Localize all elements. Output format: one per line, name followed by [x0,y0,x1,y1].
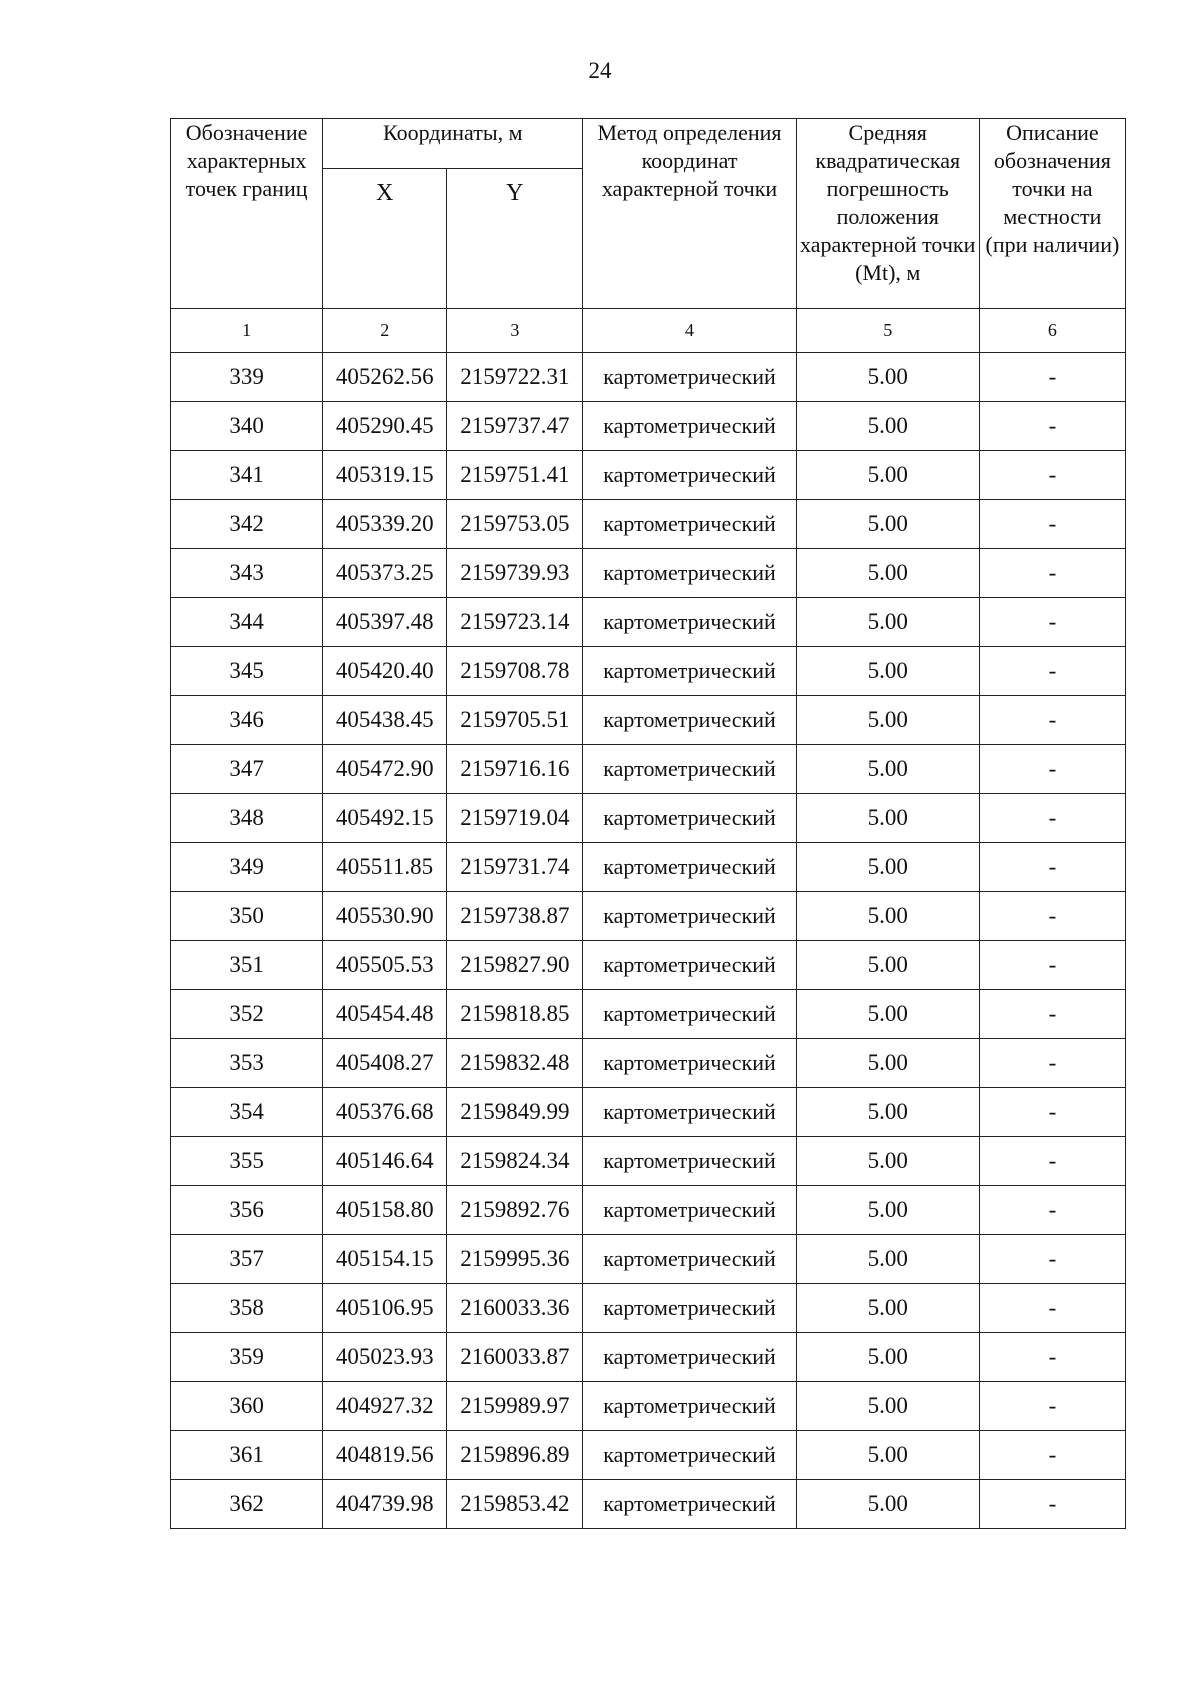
table-row [171,1431,1126,1480]
cell-y: 2159722.31 [447,353,583,402]
cell-y: 2159739.93 [447,549,583,598]
cell-point: 358 [171,1284,323,1333]
cell-description: - [979,1480,1125,1529]
cell-x: 405530.90 [323,892,447,941]
cell-y: 2159719.04 [447,794,583,843]
cell-description: - [979,843,1125,892]
cell-description: - [979,1333,1125,1382]
cell-description: - [979,353,1125,402]
cell-point: 339 [171,353,323,402]
cell-error: 5.00 [796,1382,979,1431]
cell-error: 5.00 [796,549,979,598]
cell-x: 405146.64 [323,1137,447,1186]
cell-point: 343 [171,549,323,598]
cell-method: картометрический [583,1480,796,1529]
cell-method: картометрический [583,451,796,500]
cell-x: 405472.90 [323,745,447,794]
cell-y: 2159827.90 [447,941,583,990]
cell-x: 404819.56 [323,1431,447,1480]
cell-y: 2160033.87 [447,1333,583,1382]
cell-error: 5.00 [796,1186,979,1235]
cell-point: 351 [171,941,323,990]
cell-point: 352 [171,990,323,1039]
cell-point: 362 [171,1480,323,1529]
cell-description: - [979,990,1125,1039]
table-row [171,1235,1126,1284]
cell-y: 2159995.36 [447,1235,583,1284]
cell-y: 2159824.34 [447,1137,583,1186]
cell-method: картометрический [583,647,796,696]
cell-error: 5.00 [796,843,979,892]
cell-error: 5.00 [796,1480,979,1529]
table-row [171,1480,1126,1529]
header-y: Y [447,169,583,309]
table-row [171,500,1126,549]
cell-method: картометрический [583,794,796,843]
cell-y: 2159989.97 [447,1382,583,1431]
table-row [171,598,1126,647]
table-row [171,1088,1126,1137]
cell-point: 356 [171,1186,323,1235]
cell-error: 5.00 [796,794,979,843]
cell-method: картометрический [583,745,796,794]
cell-method: картометрический [583,1088,796,1137]
column-number: 2 [323,309,447,353]
cell-error: 5.00 [796,647,979,696]
cell-error: 5.00 [796,1284,979,1333]
table-row [171,1284,1126,1333]
cell-error: 5.00 [796,1039,979,1088]
table-row [171,794,1126,843]
cell-x: 405154.15 [323,1235,447,1284]
cell-x: 405106.95 [323,1284,447,1333]
cell-error: 5.00 [796,353,979,402]
cell-error: 5.00 [796,745,979,794]
cell-x: 405373.25 [323,549,447,598]
cell-error: 5.00 [796,696,979,745]
table-row [171,941,1126,990]
cell-point: 342 [171,500,323,549]
cell-method: картометрический [583,1284,796,1333]
cell-x: 405492.15 [323,794,447,843]
table-row [171,745,1126,794]
cell-description: - [979,892,1125,941]
cell-method: картометрический [583,402,796,451]
column-number: 6 [979,309,1125,353]
cell-point: 360 [171,1382,323,1431]
cell-error: 5.00 [796,1235,979,1284]
cell-error: 5.00 [796,990,979,1039]
table-row [171,892,1126,941]
cell-point: 344 [171,598,323,647]
cell-point: 359 [171,1333,323,1382]
column-number-row [171,309,1126,353]
page-number: 24 [588,58,612,83]
table-row [171,647,1126,696]
column-number: 4 [583,309,796,353]
table-row [171,353,1126,402]
cell-point: 355 [171,1137,323,1186]
table-row [171,1382,1126,1431]
cell-y: 2159832.48 [447,1039,583,1088]
cell-x: 405454.48 [323,990,447,1039]
cell-description: - [979,1284,1125,1333]
cell-y: 2159708.78 [447,647,583,696]
cell-y: 2159892.76 [447,1186,583,1235]
table-row [171,402,1126,451]
cell-description: - [979,1186,1125,1235]
cell-x: 405262.56 [323,353,447,402]
cell-x: 404927.32 [323,1382,447,1431]
cell-method: картометрический [583,941,796,990]
table-row [171,990,1126,1039]
cell-error: 5.00 [796,1137,979,1186]
cell-y: 2159751.41 [447,451,583,500]
cell-x: 405397.48 [323,598,447,647]
cell-description: - [979,598,1125,647]
cell-y: 2159849.99 [447,1088,583,1137]
cell-point: 348 [171,794,323,843]
table-row [171,451,1126,500]
cell-point: 345 [171,647,323,696]
cell-description: - [979,1382,1125,1431]
cell-y: 2159818.85 [447,990,583,1039]
cell-method: картометрический [583,1382,796,1431]
table-row [171,1186,1126,1235]
cell-x: 405290.45 [323,402,447,451]
cell-method: картометрический [583,1039,796,1088]
cell-x: 405420.40 [323,647,447,696]
table-row [171,1137,1126,1186]
cell-point: 340 [171,402,323,451]
cell-point: 357 [171,1235,323,1284]
cell-method: картометрический [583,696,796,745]
cell-method: картометрический [583,1186,796,1235]
cell-method: картометрический [583,353,796,402]
column-number: 3 [447,309,583,353]
cell-error: 5.00 [796,1088,979,1137]
cell-description: - [979,549,1125,598]
cell-method: картометрический [583,1137,796,1186]
table-row [171,1039,1126,1088]
cell-x: 405438.45 [323,696,447,745]
cell-description: - [979,941,1125,990]
cell-point: 349 [171,843,323,892]
cell-method: картометрический [583,990,796,1039]
cell-description: - [979,500,1125,549]
cell-description: - [979,1431,1125,1480]
cell-y: 2159853.42 [447,1480,583,1529]
cell-method: картометрический [583,549,796,598]
cell-point: 350 [171,892,323,941]
cell-description: - [979,794,1125,843]
cell-description: - [979,402,1125,451]
cell-description: - [979,1039,1125,1088]
cell-point: 354 [171,1088,323,1137]
column-number: 5 [796,309,979,353]
table-row [171,843,1126,892]
cell-point: 346 [171,696,323,745]
header-method: Метод определения координат характерной точки [583,119,796,309]
cell-y: 2159738.87 [447,892,583,941]
cell-point: 347 [171,745,323,794]
cell-description: - [979,696,1125,745]
cell-point: 361 [171,1431,323,1480]
cell-error: 5.00 [796,941,979,990]
cell-error: 5.00 [796,1333,979,1382]
header-point: Обозначение характерных точек границ [171,119,323,309]
cell-x: 405158.80 [323,1186,447,1235]
header-error: Средняя квадратическая погрешность положения характерной точки (Mt), м [796,119,979,309]
cell-y: 2159753.05 [447,500,583,549]
cell-y: 2159705.51 [447,696,583,745]
cell-method: картометрический [583,892,796,941]
cell-y: 2159716.16 [447,745,583,794]
cell-x: 405376.68 [323,1088,447,1137]
header-x: X [323,169,447,309]
boundary-points-table [170,118,1126,1529]
cell-error: 5.00 [796,500,979,549]
cell-method: картометрический [583,1431,796,1480]
cell-x: 405023.93 [323,1333,447,1382]
cell-point: 353 [171,1039,323,1088]
cell-description: - [979,745,1125,794]
cell-x: 404739.98 [323,1480,447,1529]
cell-description: - [979,647,1125,696]
table-row [171,549,1126,598]
table-row [171,1333,1126,1382]
cell-description: - [979,1235,1125,1284]
cell-x: 405511.85 [323,843,447,892]
cell-method: картометрический [583,598,796,647]
cell-y: 2159723.14 [447,598,583,647]
cell-method: картометрический [583,1333,796,1382]
column-number: 1 [171,309,323,353]
header-description: Описание обозначения точки на местности (при наличии) [979,119,1125,309]
cell-y: 2159731.74 [447,843,583,892]
cell-y: 2159737.47 [447,402,583,451]
cell-error: 5.00 [796,402,979,451]
cell-method: картометрический [583,500,796,549]
cell-error: 5.00 [796,892,979,941]
table-row [171,696,1126,745]
cell-x: 405505.53 [323,941,447,990]
cell-description: - [979,1137,1125,1186]
cell-error: 5.00 [796,598,979,647]
cell-method: картометрический [583,1235,796,1284]
cell-x: 405408.27 [323,1039,447,1088]
cell-y: 2159896.89 [447,1431,583,1480]
cell-error: 5.00 [796,451,979,500]
cell-method: картометрический [583,843,796,892]
cell-description: - [979,451,1125,500]
cell-point: 341 [171,451,323,500]
cell-error: 5.00 [796,1431,979,1480]
cell-description: - [979,1088,1125,1137]
cell-x: 405319.15 [323,451,447,500]
cell-y: 2160033.36 [447,1284,583,1333]
cell-x: 405339.20 [323,500,447,549]
header-coordinates: Координаты, м [323,119,583,169]
